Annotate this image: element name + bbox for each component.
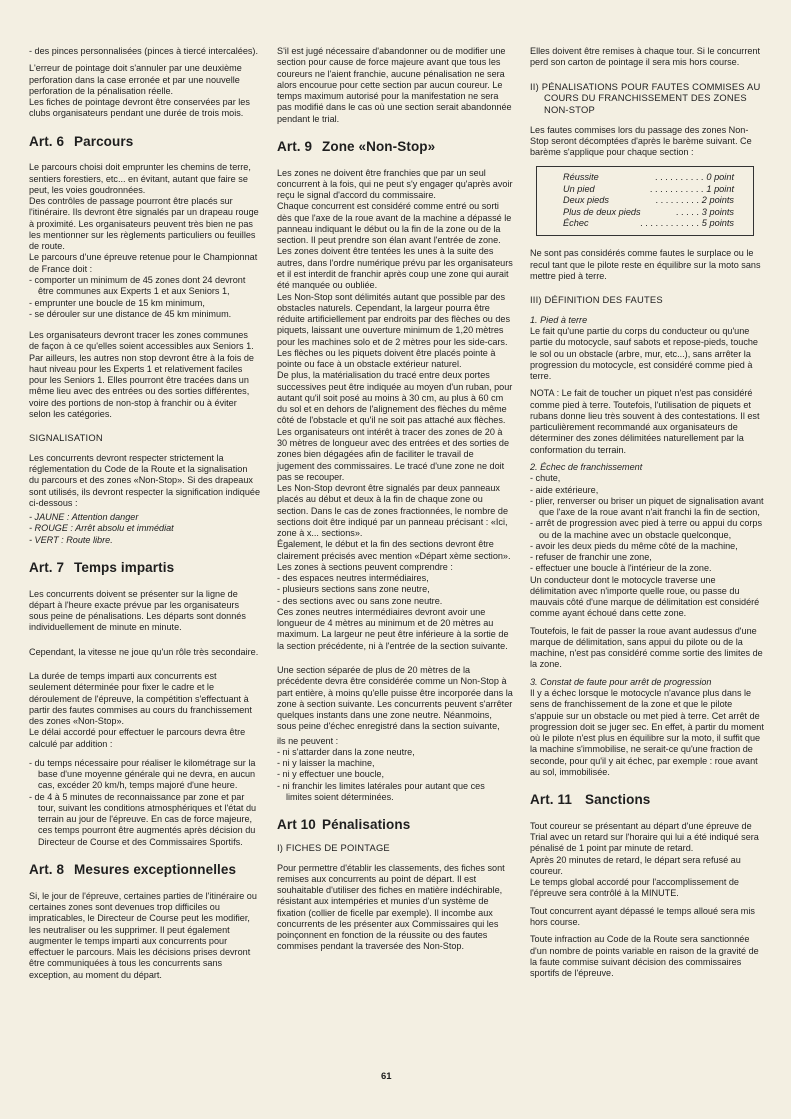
constat-title: 3. Constat de faute pour arrêt de progression [530, 676, 712, 687]
bareme-label: Plus de deux pieds [563, 206, 641, 217]
list-item: - ni y laisser la machine, [277, 758, 375, 769]
list-item: - effectuer une boucle à l'intérieur de la zone. [530, 563, 712, 574]
fiches-pointage-title: I) FICHES DE POINTAGE [277, 841, 390, 853]
art10-number: Art 10 [277, 817, 316, 833]
art11-title: Sanctions [585, 792, 651, 808]
nota-paragraph: NOTA : Le fait de toucher un piquet n'est pas considéré comme pied à terre. Toutefois, l'utilisation de piquets et rubans donne lieu très souvent à des contestations. Il est particulièrement recommandé aux organisateurs de déterminer des zones délimitées naturellement par la conformation du terrain. [530, 388, 760, 455]
list-item: - emprunter une boucle de 15 km minimum, [29, 297, 205, 308]
fautes-paragraph: Les fautes commises lors du passage des zones Non-Stop seront décomptées d'après le barème suivant. Ce barème s'applique pour chaque section : [530, 124, 752, 158]
art8-p1: Si, le jour de l'épreuve, certaines parties de l'itinéraire ou certaines zones sont devenues trop difficiles ou impraticables, le Directeur de Course peut les modifier, les neutraliser ou les supprimer. Il peut également augmenter le temps imparti aux concurrents pour effectuer le parcours. Mais les décisions prises devront être communiquées à tous les concurrents sans exception, au moment du départ. [29, 890, 257, 980]
art6-p2: Des contrôles de passage pourront être placés sur l'itinéraire. Ils devront être signalés par un drapeau rouge à proximité. Les organisateurs peuvent très bien ne pas les mentionner sur les règlements particuliers ou feuilles de route. [29, 196, 259, 252]
list-item: - aide extérieure, [530, 484, 599, 495]
art9-heading [277, 139, 513, 156]
art9-p9: Également, le début et la fin des sections devront être clairement précisés avec mention «Départ xème section». Les zones à sections peuvent comprendre : [277, 539, 511, 572]
bareme-label: Un pied [563, 183, 595, 194]
intro-paragraph-fiches: Les fiches de pointage devront être conservées par les clubs organisateurs pendant une durée de trois mois. [29, 97, 250, 119]
art10-heading [277, 817, 513, 834]
art7-p1: Les concurrents doivent se présenter sur la ligne de départ à l'heure exacte prévue par les organisateurs sous peine de pénalisations. Les départs sont donnés individuellement de minute en minute. [29, 588, 246, 633]
echec-paragraph-1: Un conducteur dont le motocycle traverse une délimitation avec n'importe quelle roue, ou passe du mauvais côté d'une marque de délimitation est considéré comme ayant échoué dans cette zone. [530, 574, 760, 619]
art9-p7: Les organisateurs ont intérêt à tracer des zones de 20 à 30 mètres de longueur avec des entrées et des sorties de zones bien dégagées afin de faciliter le travail de jugement des commissaires. Le tracé d'une zone ne doit pas se recouper. [277, 426, 510, 482]
constat-paragraph: Il y a échec lorsque le motocycle n'avance plus dans le sens de franchissement de la zone et que le pilote s'appuie sur un obstacle ou met pied à terre. Cet arrêt de progression doit se juger sec. En effet, à partir du moment où le pilote n'est plus en équilibre sur la moto, il suffit que la machine s'immobilise, ne serait-ce qu'une fraction de seconde, pour qu'il y ait échec, par exemple : roue avant au sol, immobilisée. [530, 688, 764, 777]
art7-heading [29, 560, 260, 577]
art7-title: Temps impartis [74, 559, 175, 575]
bareme-label: Deux pieds [563, 195, 609, 206]
art6-number: Art. 6 [29, 133, 65, 149]
list-item: - avoir les deux pieds du même côté de la machine, [530, 540, 738, 551]
flag-green: - VERT : Route libre. [29, 534, 113, 545]
signalisation-paragraph: Les concurrents devront respecter strictement la réglementation du Code de la Route et la signalisation du parcours et des zones «Non-Stop». Si des drapeaux sont utilisés, ils devront respecter la signification indiquée ci-dessous : [29, 452, 261, 508]
bareme-value: . . . . . . . . . . . . 5 points [640, 217, 734, 228]
art8-number: Art. 8 [29, 862, 65, 877]
bareme-row [563, 207, 753, 218]
art9-title: Zone «Non-Stop» [322, 138, 436, 154]
echec-paragraph-2: Toutefois, le fait de passer la roue avant audessus d'une marque de délimitation, sans appui du pilote ou de la machine, n'est pas considéré comme sortie des limites de la zone. [530, 625, 763, 670]
bareme-value: . . . . . . . . . 2 points [655, 195, 734, 206]
list-item: - plier, renverser ou briser un piquet de signalisation avant que l'axe de la roue avant n'ait franchi la fin de section, [530, 495, 764, 518]
bareme-label: Réussite [563, 172, 599, 183]
list-item: - du temps nécessaire pour réaliser le kilométrage sur la base d'une moyenne générale qui ne devra, en aucun cas, excéder 20 km/h, temps majoré d'une heure. [29, 757, 256, 791]
bareme-value: . . . . . . . . . . 0 point [655, 172, 734, 183]
signalisation-title: SIGNALISATION [29, 432, 103, 444]
art6-heading [29, 134, 260, 151]
art10-title: Pénalisations [322, 817, 411, 833]
pied-a-terre-paragraph: Le fait qu'une partie du corps du conducteur ou qu'une partie du motocycle, sauf sabots et repose-pieds, touche le sol ou un obstacle (arbre, mur, etc...), sans arrêter la progression du motocycle, est considéré comme pied à terre. [530, 326, 758, 382]
flag-list [29, 512, 260, 546]
art7-p3: La durée de temps imparti aux concurrents est seulement déterminée pour fixer le cadre et le déroulement de l'épreuve, la compétition s'effectuant à partir des fautes commises au cours du franchissement des zones «Non-Stop». [29, 671, 252, 727]
column-1 [29, 46, 260, 987]
art11-heading [530, 792, 764, 809]
list-item: - arrêt de progression avec pied à terre ou appui du corps ou de la machine avec un obstacle quelconque, [530, 518, 763, 540]
list-item: - plusieurs sections sans zone neutre, [277, 584, 430, 595]
echec-title: 2. Échec de franchissement [530, 461, 643, 472]
flag-yellow: - JAUNE : Attention danger [29, 512, 139, 523]
bareme-row [563, 172, 753, 183]
column-2 [277, 46, 513, 959]
art10-p1: Pour permettre d'établir les classements, des fiches sont remises aux concurrents au point de départ. Il est souhaitable d'utiliser des fiches en matière indéchirable, résistant aux intempéries et munies d'un système de fixation (collier de ficelle par exemple). Il incombe aux concurrents de les présenter aux Commissaires qui les poinçonnent en fonction de la réussite ou des fautes commises pendant la traversée des Non-Stop. [277, 862, 505, 952]
recul-paragraph: Ne sont pas considérés comme fautes le surplace ou le recul tant que le pilote reste en équilibre sur la moto sans mettre pied à terre. [530, 248, 761, 281]
art6-list [29, 275, 260, 320]
bareme-row [563, 218, 753, 229]
art9-neutral-zones: Ces zones neutres intermédiaires devront avoir une longueur de 4 mètres au minimum et de 20 mètres au maximum. La largeur ne peut être inférieure à la sortie de la section précédente, ni à l'entrée de la section suivante. [277, 606, 509, 651]
intro-bullet: - des pinces personnalisées (pinces à tiercé intercalées). [29, 46, 258, 56]
list-item: - ni s'attarder dans la zone neutre, [277, 746, 415, 757]
art8-heading [29, 862, 260, 879]
art9-p5: Les flèches ou les piquets doivent être placés pointe à pointe ou face à un obstacle extérieur naturel. [277, 347, 496, 370]
art9-p6: De plus, la matérialisation du tracé entre deux portes successives peut être indiquée au moyen d'un ruban, pour autant qu'il soit posé au moins à 30 cm, au plus à 60 cm du sol et en dehors de l'alignement des flèches du même côté de l'obstacle et qu'il ne soit pas attaché aux flèches. [277, 370, 513, 426]
art7-p2: Cependant, la vitesse ne joue qu'un rôle très secondaire. [29, 646, 259, 657]
intro-paragraph-erreur: L'erreur de pointage doit s'annuler par une deuxième perforation dans la case erronée et par une nouvelle perforation de la pénalisation réelle. [29, 63, 242, 96]
art9-p3: Les zones doivent être tentées les unes à la suite des autres, dans l'ordre numérique prévu par les organisateurs et il est interdit de franchir après coup une zone qui aurait été manquée ou oubliée. [277, 246, 513, 291]
art9-ne-peuvent: ils ne peuvent : [277, 735, 339, 746]
list-item: - comporter un minimum de 45 zones dont 24 devront être communes aux Experts 1 et aux Seniors 1, [29, 274, 246, 297]
art6-p4: Les organisateurs devront tracer les zones communes de façon à ce qu'elles soient accessibles aux Seniors 1. Par ailleurs, les autres non stop devront être à la fois de haut niveau pour les Experts 1 et relativement faciles pour les Seniors 1. Elles pourront être tracées dans un même lieu avec des entrées ou des sorties différentes, voire des portions de non-stop à franchir ou à éviter selon les catégories. [29, 330, 254, 419]
art9-p8: Les Non-Stop devront être signalés par deux panneaux placés au début et deux à la fin de chaque zone ou section. Dans le cas de zones fractionnées, le nombre de sections doit être indiqué par un panneau précisant : «Ici, zone à x... sections». [277, 483, 509, 539]
art11-number: Art. 11 [530, 792, 572, 808]
art7-p4: Le délai accordé pour effectuer le parcours devra être calculé par addition : [29, 727, 246, 749]
art9-list2 [277, 747, 513, 803]
list-item: - refuser de franchir une zone, [530, 552, 652, 563]
penalisations-title: II) PÉNALISATIONS POUR FAUTES COMMISES AU COURS DU FRANCHISSEMENT DES ZONES NON-STOP [530, 80, 761, 115]
list-item: - ni y effectuer une boucle, [277, 769, 385, 780]
art7-list [29, 758, 260, 848]
art9-p2: Chaque concurrent est considéré comme entré ou sorti dès que l'axe de la roue avant de la machine a dépassé le panneau indiquant le début ou la fin de la zone ou de la section. Il peut prendre son élan avant l'entrée de zone. [277, 201, 512, 246]
list-item: - chute, [530, 473, 561, 484]
art11-p4: Tout concurrent ayant dépassé le temps alloué sera mis hors course. [530, 905, 755, 927]
bareme-table [536, 166, 754, 236]
art11-p3: Le temps global accordé pour l'accomplissement de l'épreuve sera contrôlé à la MINUTE. [530, 877, 739, 899]
art11-p2: Après 20 minutes de retard, le départ sera refusé au coureur. [530, 854, 741, 876]
bareme-row [563, 184, 753, 195]
art9-list1 [277, 573, 513, 607]
art9-p4: Les Non-Stop sont délimités autant que possible par des obstacles naturels. Cependant, la largeur pourra être réduite artificiellement par endroits par des flèches ou des piquets, laissant une ouverture minimum de 1,20 mètres pour les machines solo et de 2 mètres pour les side-cars. [277, 291, 511, 347]
echec-list [530, 473, 764, 574]
bareme-label: Échec [563, 217, 589, 228]
definition-fautes-title: III) DÉFINITION DES FAUTES [530, 294, 663, 306]
column-3 [530, 46, 764, 985]
list-item: - de 4 à 5 minutes de reconnaissance par zone et par tour, suivant les conditions atmosphériques et l'état du terrain au jour de l'épreuve. En cas de force majeure, ces temps pourront être augmentés après décision du Directeur de Course et des Commissaires Sportifs. [29, 791, 257, 847]
art11-p5: Toute infraction au Code de la Route sera sanctionnée d'un nombre de points variable en raison de la gravité de la faute commise suivant décision des commissaires sportifs de l'épreuve. [530, 934, 759, 979]
art7-number: Art. 7 [29, 559, 65, 575]
art9-separated-section: Une section séparée de plus de 20 mètres de la précédente devra être considérée comme un Non-Stop à part entière, à moins qu'elle puisse être incorporée dans la zone à section suivante. Les concurrents peuvent s'arrêter quelques instants dans une zone neutre. Néanmoins, sous peine d'échec enregistré dans la section suivante, [277, 665, 513, 732]
list-item: - des espaces neutres intermédiaires, [277, 573, 429, 584]
art11-p1: Tout coureur se présentant au départ d'une épreuve de Trial avec un retard sur l'horaire qui lui a été indiqué sera pénalisé de 1 point par minute de retard. [530, 820, 759, 854]
flag-red: - ROUGE : Arrêt absolu et immédiat [29, 523, 174, 534]
list-item: - des sections avec ou sans zone neutre. [277, 595, 443, 606]
art6-p3: Le parcours d'une épreuve retenue pour le Championnat de France doit : [29, 252, 258, 274]
list-item: - se dérouler sur une distance de 45 km minimum. [29, 308, 232, 319]
art9-p1: Les zones ne doivent être franchies que par un seul concurrent à la fois, qui ne peut s'y engager qu'après avoir reçu le signal d'accord du commissaire. [277, 167, 513, 201]
art8-title: Mesures exceptionnelles [74, 862, 237, 877]
bareme-value: . . . . . . . . . . . 1 point [650, 183, 734, 194]
page-number: 61 [381, 1071, 392, 1082]
col3-intro: Elles doivent être remises à chaque tour. Si le concurrent perd son carton de pointage il sera mis hors course. [530, 46, 760, 68]
bareme-row [563, 195, 753, 206]
art6-p1: Le parcours choisi doit emprunter les chemins de terre, sentiers forestiers, etc... en évitant, autant que faire se peut, les voies goudronnées. [29, 162, 251, 195]
col2-intro: S'il est jugé nécessaire d'abandonner ou de modifier une section pour cause de force majeure avant que tous les coureurs ne l'aient franchie, aucune pénalisation ne sera alors encourue pour cette section par aucun coureur. Le temps maximum autorisé pour la manifestation ne sera pas modifié dans le cas où une section serait abandonnée pendant le trial. [277, 46, 512, 124]
bareme-value: . . . . . 3 points [676, 206, 734, 217]
art6-title: Parcours [74, 133, 134, 149]
list-item: - ni franchir les limites latérales pour autant que ces limites soient déterminées. [277, 780, 485, 802]
art9-number: Art. 9 [277, 138, 313, 154]
pied-a-terre-title: 1. Pied à terre [530, 314, 588, 325]
